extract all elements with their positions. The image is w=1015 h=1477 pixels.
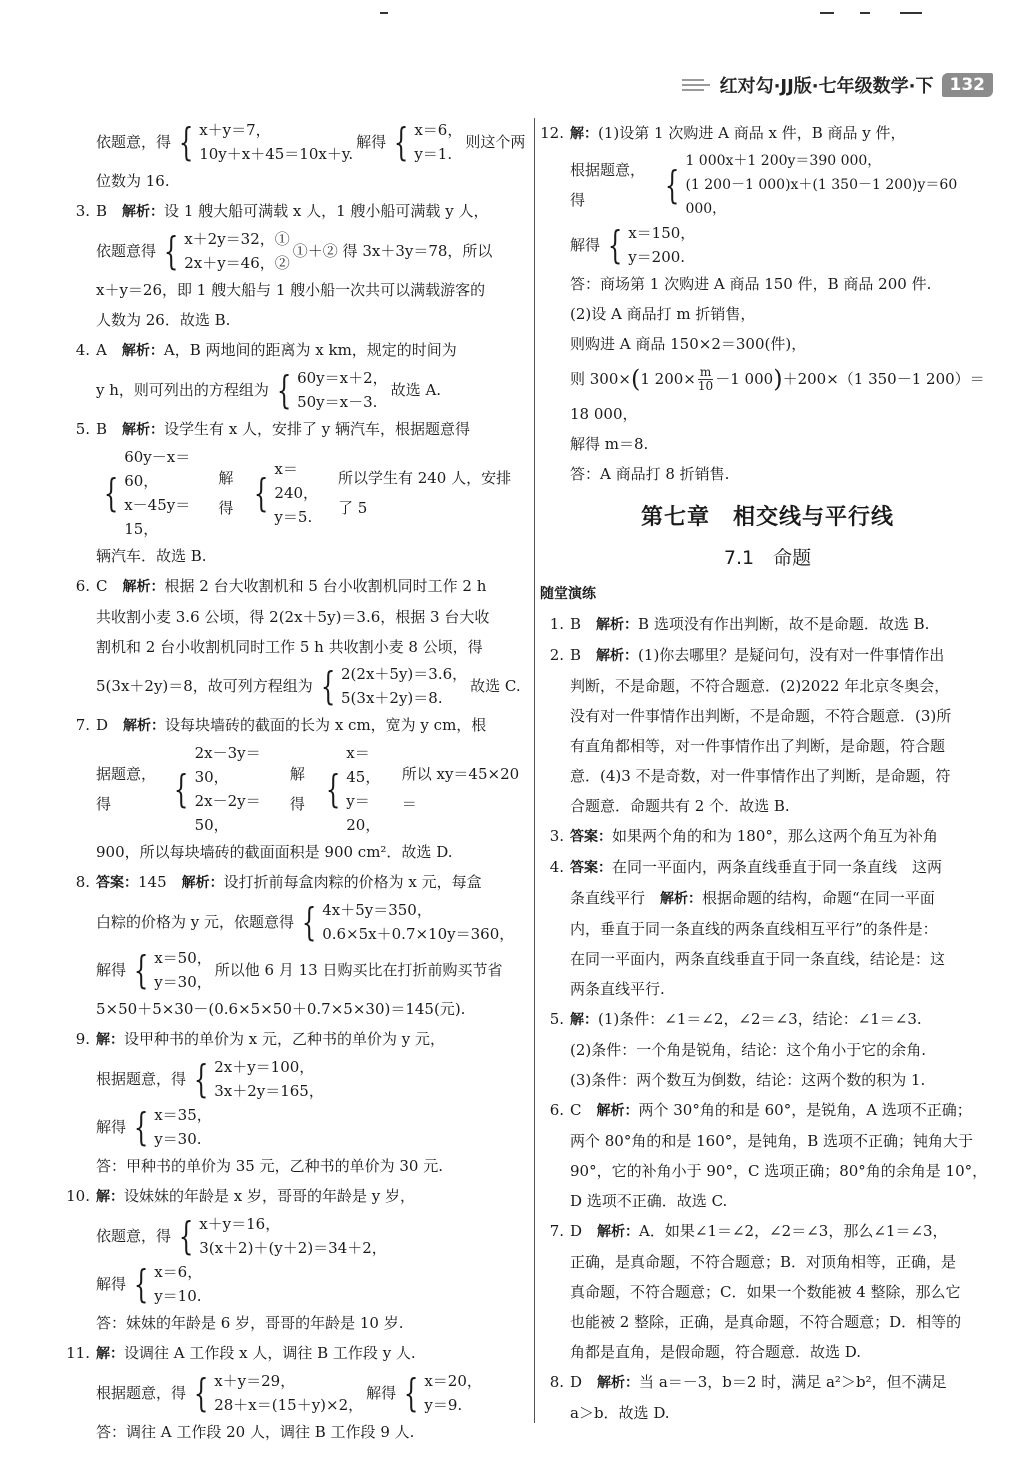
text: y h，则可列出的方程组为	[96, 381, 269, 399]
equation: 4x＋5y＝350，	[322, 901, 432, 919]
text: 则 300×	[570, 370, 631, 388]
text: 依题意得	[96, 242, 157, 260]
item-number: 5.	[549, 1010, 564, 1028]
text: 解得	[356, 133, 387, 151]
equation: 60y－x＝60，	[124, 448, 191, 490]
fraction	[698, 366, 713, 393]
text: 依题意，得	[96, 1227, 172, 1245]
item-number: 7.	[75, 716, 90, 734]
text: 答：A 商品打 8 折销售.	[570, 465, 730, 483]
item-number: 10.	[66, 1187, 90, 1205]
text: 解得	[96, 1275, 127, 1293]
left-column	[66, 118, 526, 1447]
text: 条直线平行	[570, 889, 646, 907]
equation: x＝6，	[154, 1263, 203, 1281]
equation-system: { x＋2y＝32，① 2x＋y＝46，②	[163, 229, 290, 273]
text: 有直角都相等，对一件事情作出了判断，是命题，符合题	[570, 737, 946, 755]
item-number: 3.	[75, 202, 90, 220]
answer-item-4	[66, 335, 526, 414]
text: (2)条件：一个角是锐角，结论：这个角小于它的余角.	[570, 1041, 927, 1059]
label: 解：	[96, 1346, 124, 1362]
label: 解析：	[596, 1103, 639, 1119]
practice-item-4	[540, 852, 995, 1004]
equation: 0.6×5x＋0.7×10y＝360，	[322, 925, 515, 943]
choice: B	[96, 420, 108, 438]
practice-item-3	[540, 821, 995, 852]
equation: x＝45，	[346, 744, 381, 786]
equation: 2x＋y＝46，②	[184, 254, 290, 272]
item-number: 4.	[75, 341, 90, 359]
text: 根据题意，得	[96, 1384, 187, 1402]
equation: y＝30，	[154, 973, 212, 991]
text: 意．(4)3 不是奇数，对一件事情作出了判断，是命题，符	[570, 767, 951, 785]
text: 900，所以每块墙砖的截面面积是 900 cm²．故选 D.	[96, 843, 453, 861]
text: 辆汽车．故选 B.	[96, 547, 207, 565]
equation: y＝5.	[274, 508, 313, 526]
text: ①＋② 得 3x＋3y＝78，所以	[292, 242, 493, 260]
item-number: 7.	[549, 1222, 564, 1240]
label: 解析：	[596, 617, 639, 633]
choice: B	[570, 646, 582, 664]
label: 解析：	[122, 579, 165, 595]
text: (1)设第 1 次购进 A 商品 x 件，B 商品 y 件，	[598, 124, 906, 142]
equation: y＝30.	[154, 1130, 202, 1148]
text: 割机和 2 台小收割机同时工作 5 h 共收割小麦 8 公顷，得	[96, 638, 483, 656]
equation: 2x－3y＝30，	[194, 744, 261, 786]
right-column	[540, 118, 995, 1428]
choice: D	[570, 1373, 583, 1391]
choice: B	[570, 615, 582, 633]
choice: D	[570, 1222, 583, 1240]
text: 在同一平面内，两条直线垂直于同一条直线，结论是：这	[570, 950, 946, 968]
equation: y＝10.	[154, 1287, 202, 1305]
paren-open: (	[630, 365, 641, 393]
equation-system: { 2(2x＋5y)＝3.6， 5(3x＋2y)＝8.	[320, 664, 468, 708]
text: 根据 2 台大收割机和 5 台小收割机同时工作 2 h	[164, 577, 487, 595]
solution-system: { x＝240， y＝5.	[249, 457, 335, 529]
text: A，B 两地间的距离为 x km，规定的时间为	[163, 341, 457, 359]
equation: 3x＋2y＝165，	[214, 1082, 324, 1100]
equation: 50y＝x－3.	[297, 393, 378, 411]
text: a＞b．故选 D.	[570, 1404, 670, 1422]
label: 解析：	[181, 875, 224, 891]
label: 解析：	[122, 422, 165, 438]
equation: x＋y＝16，	[199, 1215, 281, 1233]
answer-continuation	[66, 118, 526, 196]
answer-item-9	[66, 1024, 526, 1181]
text: (1)你去哪里？是疑问句，没有对一件事情作出	[638, 646, 945, 664]
header-decoration	[682, 79, 710, 91]
equation: 2(2x＋5y)＝3.6，	[341, 665, 468, 683]
answer-item-8	[66, 867, 526, 1024]
text: 设每块墙砖的截面的长为 x cm，宽为 y cm，根	[165, 716, 487, 734]
answer-item-6	[66, 571, 526, 710]
label: 解析：	[122, 204, 165, 220]
label: 解析：	[597, 1375, 640, 1391]
text: 5(3x＋2y)＝8，故可列方程组为	[96, 677, 313, 695]
text: ＋200×（1 350－1 200）＝	[782, 370, 985, 388]
label: 解析：	[123, 718, 166, 734]
label: 解析：	[660, 891, 703, 907]
text: 1 200×	[640, 370, 696, 388]
item-number: 4.	[549, 858, 564, 876]
text: 位数为 16.	[96, 172, 170, 190]
text: 据题意，得	[96, 765, 157, 813]
equation: x＝240，	[274, 460, 319, 502]
item-number: 12.	[540, 124, 564, 142]
equation: y＝1.	[414, 145, 453, 163]
equation: 28＋x＝(15＋y)×2，	[214, 1396, 364, 1414]
item-number: 8.	[75, 873, 90, 891]
text: (2)设 A 商品打 m 折销售，	[570, 305, 756, 323]
text: 18 000，	[570, 405, 638, 423]
text: 真命题，不符合题意；C．如果一个数能被 4 整除，那么它	[570, 1283, 961, 1301]
text: 角都是直角，是假命题，符合题意．故选 D.	[570, 1343, 862, 1361]
chapter-title: 第七章 相交线与平行线	[640, 505, 894, 530]
practice-item-1	[540, 609, 995, 640]
text: 90°，它的补角小于 90°，C 选项正确；80°角的余角是 10°，	[570, 1162, 988, 1180]
equation: x＝6，	[414, 121, 463, 139]
equation: x－45y＝15，	[124, 496, 191, 538]
text: 设学生有 x 人，安排了 y 辆汽车，根据题意得	[164, 420, 471, 438]
text: 两个 80°角的和是 160°，是钝角，B 选项不正确；钝角大于	[570, 1132, 974, 1150]
text: 答：商场第 1 次购进 A 商品 150 件，B 商品 200 件.	[570, 275, 932, 293]
text: 设打折前每盒肉粽的价格为 x 元，每盒	[223, 873, 482, 891]
label: 解析：	[121, 343, 164, 359]
practice-item-5	[540, 1004, 995, 1095]
solution-system: { x＝6， y＝10.	[133, 1262, 203, 1306]
text: 解得	[570, 236, 601, 254]
label: 解：	[96, 1189, 124, 1205]
text: 故选 A.	[390, 381, 442, 399]
text: 答：甲种书的单价为 35 元，乙种书的单价为 30 元.	[96, 1157, 444, 1175]
text: (1)条件：∠1＝∠2，∠2＝∠3，结论：∠1＝∠3.	[598, 1010, 922, 1028]
label: 解：	[96, 1032, 124, 1048]
text: 内，垂直于同一条直线的两条直线相互平行”的条件是：	[570, 920, 938, 938]
page-number: 132	[942, 73, 994, 97]
equation: 2x＋y＝100，	[214, 1058, 315, 1076]
equation: 60y＝x＋2，	[297, 369, 388, 387]
equation: x＝20，	[424, 1372, 482, 1390]
text: (3)条件：两个数互为倒数，结论：这两个数的积为 1.	[570, 1071, 926, 1089]
label: 解析：	[597, 1224, 640, 1240]
equation-system: { 4x＋5y＝350， 0.6×5x＋0.7×10y＝360，	[301, 900, 515, 944]
text: 所以他 6 月 13 日购买比在打折前购买节省	[214, 961, 503, 979]
text: 两条直线平行.	[570, 980, 665, 998]
solution-system: { x＝150， y＝200.	[607, 223, 696, 267]
practice-item-2	[540, 640, 995, 821]
equation: 2x－2y＝50，	[194, 792, 261, 834]
text: 设妹妹的年龄是 x 岁，哥哥的年龄是 y 岁，	[124, 1187, 416, 1205]
choice: A	[96, 341, 107, 359]
text: 在同一平面内，两条直线垂直于同一条直线 这两	[612, 858, 943, 876]
text: 所以 xy＝45×20＝	[401, 765, 520, 813]
label: 解：	[570, 1012, 598, 1028]
text: 解得	[218, 469, 234, 517]
label: 答案：	[570, 829, 612, 845]
item-number: 2.	[549, 646, 564, 664]
practice-item-8	[540, 1367, 995, 1428]
item-number: 3.	[549, 827, 564, 845]
text: 解得	[289, 765, 305, 813]
text: 则购进 A 商品 150×2＝300(件)，	[570, 335, 807, 353]
solution-system: { x＝20， y＝9.	[403, 1371, 482, 1415]
item-number: 6.	[75, 577, 90, 595]
text: x＋y＝26，即 1 艘大船与 1 艘小船一次共可以满载游客的	[96, 281, 486, 299]
text: 解得	[366, 1384, 397, 1402]
text: 根据题意，得	[96, 1070, 187, 1088]
equation: 1 000x＋1 200y＝390 000，	[685, 153, 882, 169]
answer-item-7	[66, 710, 526, 867]
text: 正确，是真命题，不符合题意；B．对顶角相等，正确，是	[570, 1253, 957, 1271]
equation: 5(3x＋2y)＝8.	[341, 689, 443, 707]
text: 答：妹妹的年龄是 6 岁，哥哥的年龄是 10 岁.	[96, 1314, 404, 1332]
equation: y＝9.	[424, 1396, 463, 1414]
text: 故选 C.	[470, 677, 521, 695]
text: －1 000	[715, 370, 774, 388]
text: 5×50＋5×30－(0.6×5×50＋0.7×5×30)＝145(元).	[96, 1000, 466, 1018]
answer-item-12	[540, 118, 995, 489]
numerator: m	[699, 364, 712, 379]
subsection-title: 随堂演练	[540, 586, 596, 602]
text: 设 1 艘大船可满载 x 人，1 艘小船可满载 y 人，	[164, 202, 489, 220]
equation-system: { 60y＝x＋2， 50y＝x－3.	[276, 368, 388, 412]
equation-system: { 2x－3y＝30， 2x－2y＝50，	[169, 741, 287, 837]
denominator: 10	[697, 378, 714, 393]
answer-item-3	[66, 196, 526, 335]
text: 根据命题的结构，命题“在同一平面	[702, 889, 935, 907]
text: 白粽的价格为 y 元，依题意得	[96, 913, 295, 931]
equation-system: { 2x＋y＝100， 3x＋2y＝165，	[193, 1057, 324, 1101]
text: 判断，不是命题，不符合题意．(2)2022 年北京冬奥会，	[570, 677, 950, 695]
text: 则这个两	[465, 133, 526, 151]
page-header	[682, 70, 993, 100]
solution-system: { x＝45， y＝20，	[321, 741, 399, 837]
equation-system: { 1 000x＋1 200y＝390 000， (1 200－1 000)x＋(1 350－1 200)y＝60 000，	[660, 149, 992, 221]
text: B 选项没有作出判断，故不是命题．故选 B.	[638, 615, 930, 633]
equation: x＋2y＝32，①	[184, 230, 290, 248]
choice: B	[96, 202, 108, 220]
label: 答案：	[96, 875, 138, 891]
text: 共收割小麦 3.6 公顷，得 2(2x＋5y)＝3.6，根据 3 台大收	[96, 608, 490, 626]
text: 解得 m＝8.	[570, 435, 649, 453]
choice: D	[96, 716, 109, 734]
text: 没有对一件事情作出判断，不是命题，不符合题意．(3)所	[570, 707, 952, 725]
item-number: 6.	[549, 1101, 564, 1119]
scan-marks	[0, 8, 1015, 18]
answer-item-5	[66, 414, 526, 571]
equation-system: { 60y－x＝60， x－45y＝15，	[99, 445, 215, 541]
text: 设甲种书的单价为 x 元，乙种书的单价为 y 元，	[124, 1030, 446, 1048]
item-number: 8.	[549, 1373, 564, 1391]
text: A．如果∠1＝∠2，∠2＝∠3，那么∠1＝∠3，	[639, 1222, 948, 1240]
practice-item-7	[540, 1216, 995, 1367]
solution-system: { x＝35， y＝30.	[133, 1105, 212, 1149]
equation-system: { x＋y＝29， 28＋x＝(15＋y)×2，	[193, 1371, 364, 1415]
equation: 3(x＋2)＋(y＋2)＝34＋2，	[199, 1239, 387, 1257]
equation-system: { x＋y＝16， 3(x＋2)＋(y＋2)＝34＋2，	[178, 1214, 387, 1258]
text: 依题意，得	[96, 133, 172, 151]
book-title: 红对勾·JJ版·七年级数学·下	[719, 76, 934, 97]
equation: x＝35，	[154, 1106, 212, 1124]
text: 所以学生有 240 人，安排了 5	[337, 469, 512, 517]
item-number: 1.	[549, 615, 564, 633]
equation: x＋y＝29，	[214, 1372, 296, 1390]
equation: y＝200.	[628, 248, 686, 266]
answer-item-11	[66, 1338, 526, 1447]
equation: (1 200－1 000)x＋(1 350－1 200)y＝60 000，	[685, 177, 958, 217]
label: 解：	[570, 126, 598, 142]
answer-item-10	[66, 1181, 526, 1338]
choice: C	[570, 1101, 582, 1119]
equation: 10y＋x＋45＝10x＋y.	[199, 145, 354, 163]
text: 解得	[96, 1118, 127, 1136]
text: 当 a＝－3，b＝2 时，满足 a²＞b²，但不满足	[639, 1373, 947, 1391]
text: 答：调往 A 工作段 20 人，调往 B 工作段 9 人.	[96, 1423, 415, 1441]
label: 答案：	[570, 860, 612, 876]
equation-system: { x＋y＝7， 10y＋x＋45＝10x＋y.	[178, 120, 354, 164]
text: 也能被 2 整除，正确，是真命题，不符合题意；D．相等的	[570, 1313, 962, 1331]
equation: y＝20，	[346, 792, 381, 834]
text: 根据题意，得	[570, 161, 646, 209]
item-number: 11.	[66, 1344, 90, 1362]
solution-system: { x＝6， y＝1.	[393, 120, 463, 164]
item-number: 9.	[75, 1030, 90, 1048]
label: 解析：	[596, 648, 639, 664]
text: D 选项不正确．故选 C.	[570, 1192, 728, 1210]
choice: C	[96, 577, 108, 595]
paren-close: )	[773, 365, 783, 393]
text: 人数为 26．故选 B.	[96, 311, 231, 329]
column-divider	[534, 118, 535, 1423]
text: 设调往 A 工作段 x 人，调往 B 工作段 y 人.	[124, 1344, 416, 1362]
equation: x＝50，	[154, 949, 212, 967]
equation: x＝150，	[628, 224, 696, 242]
text: 两个 30°角的和是 60°，是锐角，A 选项不正确；	[638, 1101, 972, 1119]
item-number: 5.	[75, 420, 90, 438]
text: 如果两个角的和为 180°，那么这两个角互为补角	[612, 827, 938, 845]
text: 合题意．命题共有 2 个．故选 B.	[570, 797, 790, 815]
solution-system: { x＝50， y＝30，	[133, 948, 212, 992]
equation: x＋y＝7，	[199, 121, 271, 139]
practice-item-6	[540, 1095, 995, 1216]
section-title: 7.1 命题	[723, 547, 812, 569]
text: 解得	[96, 961, 127, 979]
answer-value: 145	[138, 873, 167, 891]
